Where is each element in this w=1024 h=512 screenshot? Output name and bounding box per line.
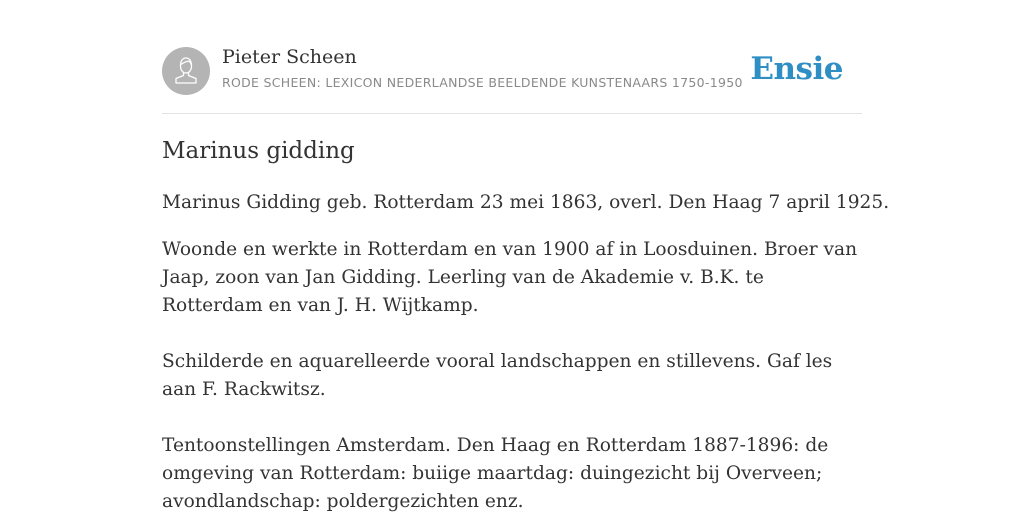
article-lead: Marinus Gidding geb. Rotterdam 23 mei 1863, overl. Den Haag 7 april 1925. [162,192,890,213]
paragraph-gap [162,404,862,432]
user-avatar-icon [162,47,210,95]
article-paragraph: Tentoonstellingen Amsterdam. Den Haag en Rotterdam 1887-1896: de omgeving van Rotterdam: buiige maartdag: duingezicht bij Overveen; avondlandschap: poldergezichten enz. [162,435,829,512]
paragraph-gap [162,320,862,348]
page-title: Marinus gidding [162,138,355,164]
page-container [162,0,890,512]
article-header [162,0,862,114]
article-paragraph: Woonde en werkte in Rotterdam en van 1900 af in Loosduinen. Broer van Jaap, zoon van Jan Gidding. Leerling van de Akademie v. B.K. te Rotterdam en van J. H. Wijtkamp. [162,239,858,316]
article-body [162,189,890,512]
source-title[interactable]: RODE SCHEEN: LEXICON NEDERLANDSE BEELDENDE KUNSTENAARS 1750-1950 [222,75,743,90]
author-avatar[interactable] [162,47,210,95]
article-paragraph: Schilderde en aquarelleerde vooral landschappen en stillevens. Gaf les aan F. Rackwitsz. [162,351,833,400]
author-name[interactable]: Pieter Scheen [222,46,357,68]
ensie-logo[interactable]: Ensie [750,51,843,87]
